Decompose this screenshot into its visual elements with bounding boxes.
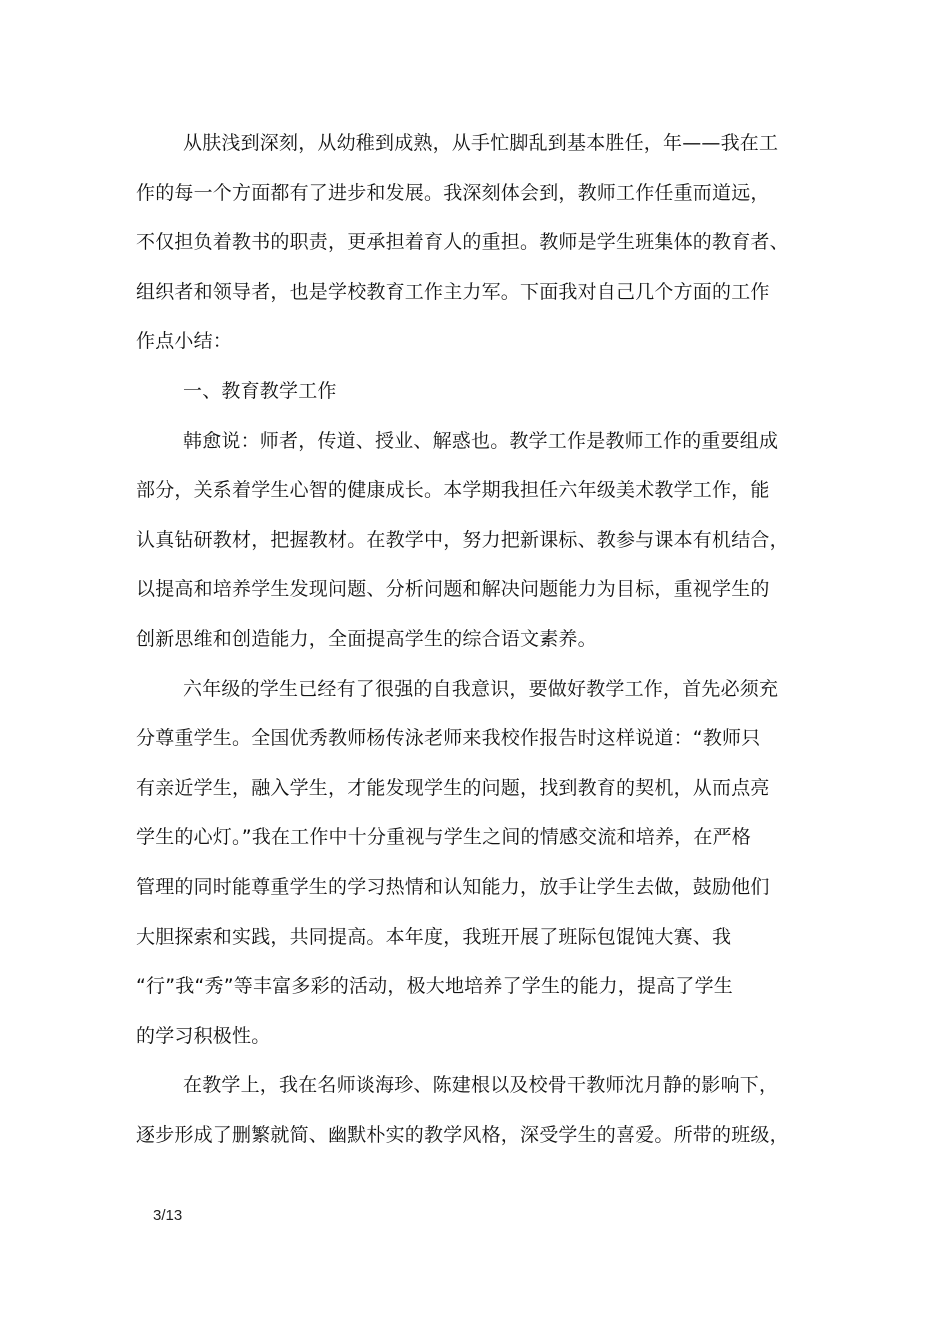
- text-line: 作点小结：: [136, 330, 233, 353]
- text-line: 作的每一个方面都有了进步和发展。我深刻体会到，教师工作任重而道远，: [136, 181, 770, 204]
- section-heading: 一、教育教学工作: [183, 379, 337, 402]
- text-line: 管理的同时能尊重学生的学习热情和认知能力，放手让学生去做，鼓励他们: [136, 875, 770, 898]
- text-line: 六年级的学生已经有了很强的自我意识，要做好教学工作，首先必须充: [183, 677, 779, 700]
- text-line: 以提高和培养学生发现问题、分析问题和解决问题能力为目标，重视学生的: [136, 578, 770, 601]
- text-line: 学生的心灯。”我在工作中十分重视与学生之间的情感交流和培养，在严格: [136, 826, 751, 849]
- page-number: 3/13: [153, 1207, 183, 1224]
- text-line: 认真钻研教材，把握教材。在教学中，努力把新课标、教参与课本有机结合，: [136, 528, 789, 551]
- text-line: 大胆探索和实践，共同提高。本年度，我班开展了班际包馄饨大赛、我: [136, 925, 732, 948]
- text-line: 在教学上，我在名师谈海珍、陈建根以及校骨干教师沈月静的影响下，: [183, 1074, 779, 1097]
- text-line: 逐步形成了删繁就简、幽默朴实的教学风格，深受学生的喜爱。所带的班级，: [136, 1123, 789, 1146]
- text-line: 部分，关系着学生心智的健康成长。本学期我担任六年级美术教学工作，能: [136, 479, 770, 502]
- text-line: 有亲近学生，融入学生，才能发现学生的问题，找到教育的契机，从而点亮: [136, 776, 770, 799]
- document-body: [136, 119, 826, 1160]
- text-line: 创新思维和创造能力，全面提高学生的综合语文素养。: [136, 627, 597, 650]
- text-line: 分尊重学生。全国优秀教师杨传泳老师来我校作报告时这样说道：“教师只: [136, 727, 761, 750]
- text-line: 的学习积极性。: [136, 1024, 271, 1047]
- text-line: “行”我“秀”等丰富多彩的活动，极大地培养了学生的能力，提高了学生: [136, 975, 733, 998]
- text-line: 不仅担负着教书的职责，更承担着育人的重担。教师是学生班集体的教育者、: [136, 231, 789, 254]
- text-line: 韩愈说：师者，传道、授业、解惑也。教学工作是教师工作的重要组成: [183, 429, 779, 452]
- text-line: 从肤浅到深刻，从幼稚到成熟，从手忙脚乱到基本胜任，年——我在工: [183, 132, 779, 154]
- text-line: 组织者和领导者，也是学校教育工作主力军。下面我对自己几个方面的工作: [136, 280, 770, 303]
